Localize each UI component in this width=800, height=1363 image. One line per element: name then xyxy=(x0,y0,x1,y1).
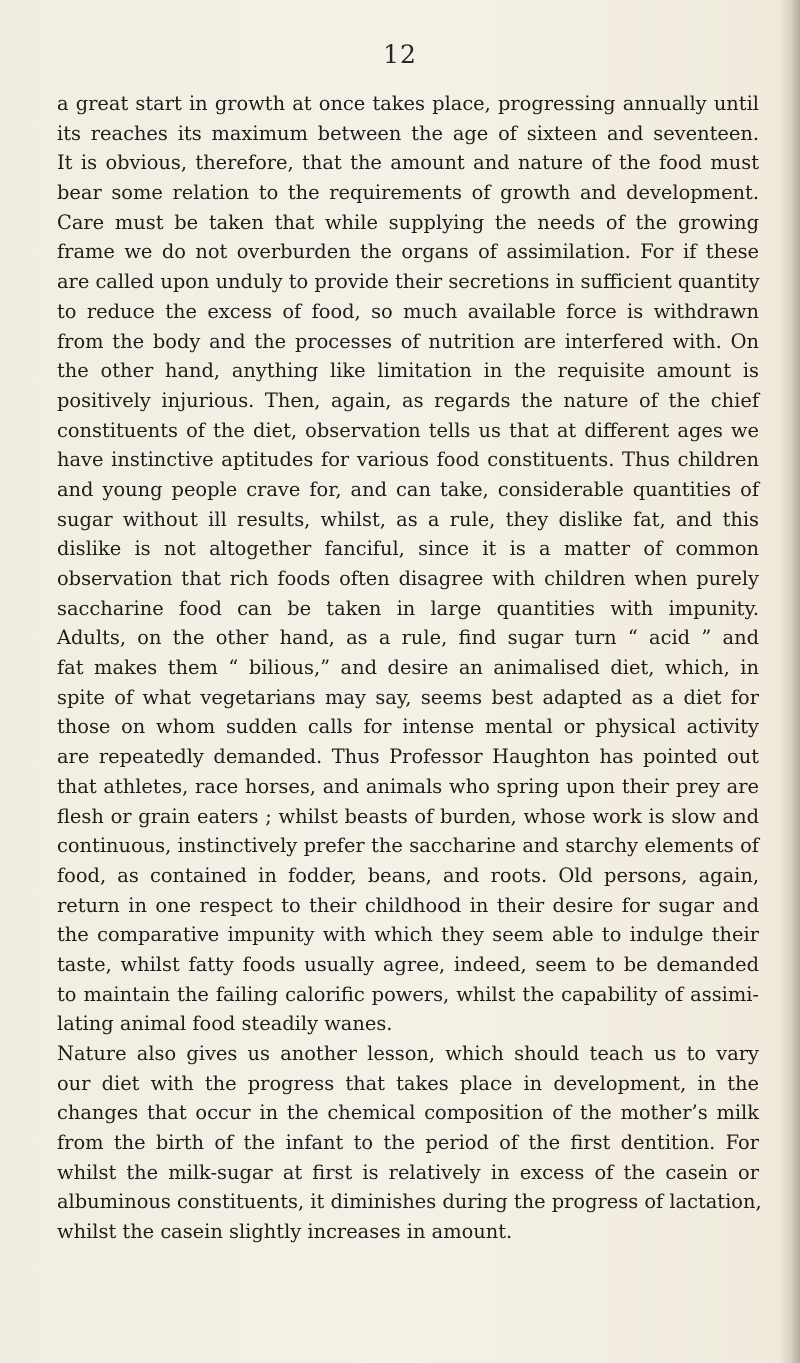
text-line: sugar without ill results, whilst, as a rule, they dislike fat, and this xyxy=(57,507,759,531)
text-line: frame we do not overburden the organs of assimilation. For if these xyxy=(57,240,759,264)
text-line: food, as contained in fodder, beans, and roots. Old persons, again, xyxy=(57,863,759,887)
text-line: to maintain the failing calorific powers, whilst the capability of assimi- xyxy=(57,982,759,1006)
text-line: the comparative impunity with which they seem able to indulge their xyxy=(57,923,759,947)
text-line: to reduce the excess of food, so much available force is withdrawn xyxy=(57,299,759,323)
text-line: Care must be taken that while supplying the needs of the growing xyxy=(57,210,759,234)
text-line: taste, whilst fatty foods usually agree, indeed, seem to be demanded xyxy=(57,952,759,976)
page-number: 12 xyxy=(383,40,417,69)
paragraph-first-line: Nature also gives us another lesson, which should teach us to vary xyxy=(57,1042,759,1065)
text-line: continuous, instinctively prefer the saccharine and starchy elements of xyxy=(57,834,759,858)
text-line: those on whom sudden calls for intense mental or physical activity xyxy=(57,715,759,739)
text-line: are repeatedly demanded. Thus Professor Haughton has pointed out xyxy=(57,745,759,769)
text-line: constituents of the diet, observation tells us that at different ages we xyxy=(57,418,759,442)
text-line: and young people crave for, and can take, considerable quantities of xyxy=(57,477,759,501)
text-line: fat makes them “ bilious,” and desire an animalised diet, which, in xyxy=(57,656,759,680)
text-line: changes that occur in the chemical composition of the mother’s milk xyxy=(57,1101,759,1125)
text-line: its reaches its maximum between the age of sixteen and seventeen. xyxy=(57,121,759,145)
text-line: bear some relation to the requirements of growth and development. xyxy=(57,181,759,205)
text-line: are called upon unduly to provide their secretions in sufficient quantity xyxy=(57,270,760,294)
text-line: positively injurious. Then, again, as regards the nature of the chief xyxy=(57,388,759,412)
body-text xyxy=(57,89,762,1247)
text-line: albuminous constituents, it diminishes during the progress of lactation, xyxy=(57,1190,762,1214)
text-line: from the birth of the infant to the period of the first dentition. For xyxy=(57,1131,759,1155)
text-line: that athletes, race horses, and animals who spring upon their prey are xyxy=(57,774,759,798)
text-line: spite of what vegetarians may say, seems best adapted as a diet for xyxy=(57,685,759,709)
text-line: flesh or grain eaters ; whilst beasts of burden, whose work is slow and xyxy=(57,804,759,828)
text-line: whilst the milk-sugar at first is relatively in excess of the casein or xyxy=(57,1160,759,1184)
text-line: dislike is not altogether fanciful, since it is a matter of common xyxy=(57,537,759,561)
text-line: the other hand, anything like limitation in the requisite amount is xyxy=(57,359,759,383)
text-line: observation that rich foods often disagree with children when purely xyxy=(57,567,759,590)
text-line: from the body and the processes of nutrition are interfered with. On xyxy=(57,329,759,353)
text-line: a great start in growth at once takes place, progressing annually until xyxy=(57,92,759,115)
paragraph-last-line: lating animal food steadily wanes. xyxy=(57,1012,393,1036)
paragraph-last-line: whilst the casein slightly increases in amount. xyxy=(57,1220,513,1244)
text-line: saccharine food can be taken in large quantities with impunity. xyxy=(57,596,759,620)
text-line: our diet with the progress that takes place in development, in the xyxy=(57,1071,759,1095)
text-line: It is obvious, therefore, that the amount and nature of the food must xyxy=(57,151,759,175)
text-line: have instinctive aptitudes for various food constituents. Thus children xyxy=(57,448,759,472)
page-gutter-shadow xyxy=(778,0,800,1363)
text-line: Adults, on the other hand, as a rule, find sugar turn “ acid ” and xyxy=(57,626,759,650)
text-line: return in one respect to their childhood in their desire for sugar and xyxy=(57,893,759,917)
